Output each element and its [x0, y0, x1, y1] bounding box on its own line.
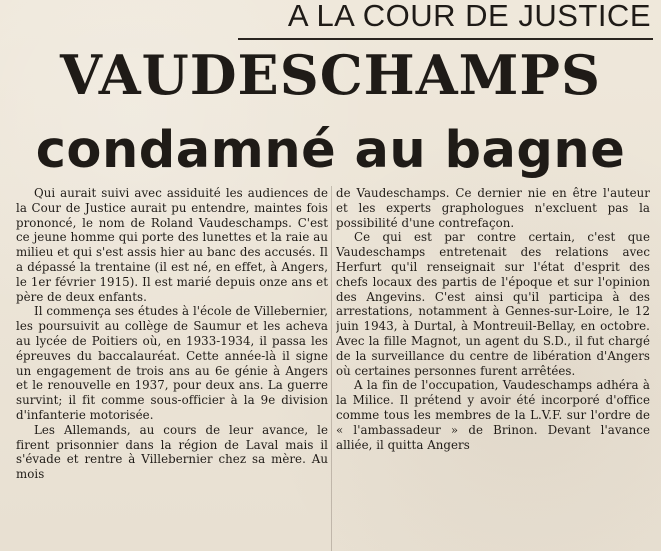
- paragraph-right-2: Ce qui est par contre certain, c'est que Vaudeschamps entretenait des relations avec Herfurt qu'il renseignait sur l'état d'esprit des chefs locaux des partis de l'époque et sur l'opinion des Angevins. C'est ainsi qu'il participa à des arrestations, notamment à Gennes-sur-Loire, le 12 juin 1943, à Durtal, à Montreuil-Bellay, en octobre. Avec la fille Magnot, un agent du S.D., il fut chargé de la surveillance du centre de libération d'Angers où certaines personnes furent arrêtées.: [336, 230, 650, 378]
- paragraph-left-3: Les Allemands, au cours de leur avance, le firent prisonnier dans la région de Laval mais il s'évade et rentre à Villebernier chez sa mère. Au mois: [16, 422, 328, 482]
- paragraph-right-1: de Vaudeschamps. Ce dernier nie en être l'auteur et les experts graphologues n'excluent pas la possibilité d'une contrefaçon.: [336, 186, 650, 230]
- section-kicker: A LA COUR DE JUSTICE: [287, 0, 651, 33]
- kicker-underline: [238, 38, 653, 40]
- paragraph-right-3: A la fin de l'occupation, Vaudeschamps adhéra à la Milice. Il prétend y avoir été incorporé d'office comme tous les membres de la L.V.F. sur l'ordre de « l'ambassadeur » de Brinon. Devant l'avance alliée, il quitta Angers: [336, 378, 650, 452]
- headline-sub: condamné au bagne: [35, 121, 626, 180]
- article-column-right: [336, 186, 650, 551]
- column-divider: [331, 186, 332, 551]
- paragraph-left-2: Il commença ses études à l'école de Villebernier, les poursuivit au collège de Saumur et les acheva au lycée de Poitiers où, en 1933-1934, il passa les épreuves du baccalauréat. Cette année-là il signe un engagement de trois ans au 6e génie à Angers et le renouvelle en 1937, pour deux ans. La guerre survint; il fit comme sous-officier à la 9e division d'infanterie motorisée.: [16, 304, 328, 422]
- headline-main: VAUDESCHAMPS: [60, 43, 601, 107]
- paragraph-left-1: Qui aurait suivi avec assiduité les audiences de la Cour de Justice aurait pu entendre, maintes fois prononcé, le nom de Roland Vaudeschamps. C'est ce jeune homme qui porte des lunettes et la raie au milieu et qui s'est assis hier au banc des accusés. Il a dépassé la trentaine (il est né, en effet, à Angers, le 1er février 1915). Il est marié depuis onze ans et père de deux enfants.: [16, 186, 328, 304]
- article-column-left: [16, 186, 328, 551]
